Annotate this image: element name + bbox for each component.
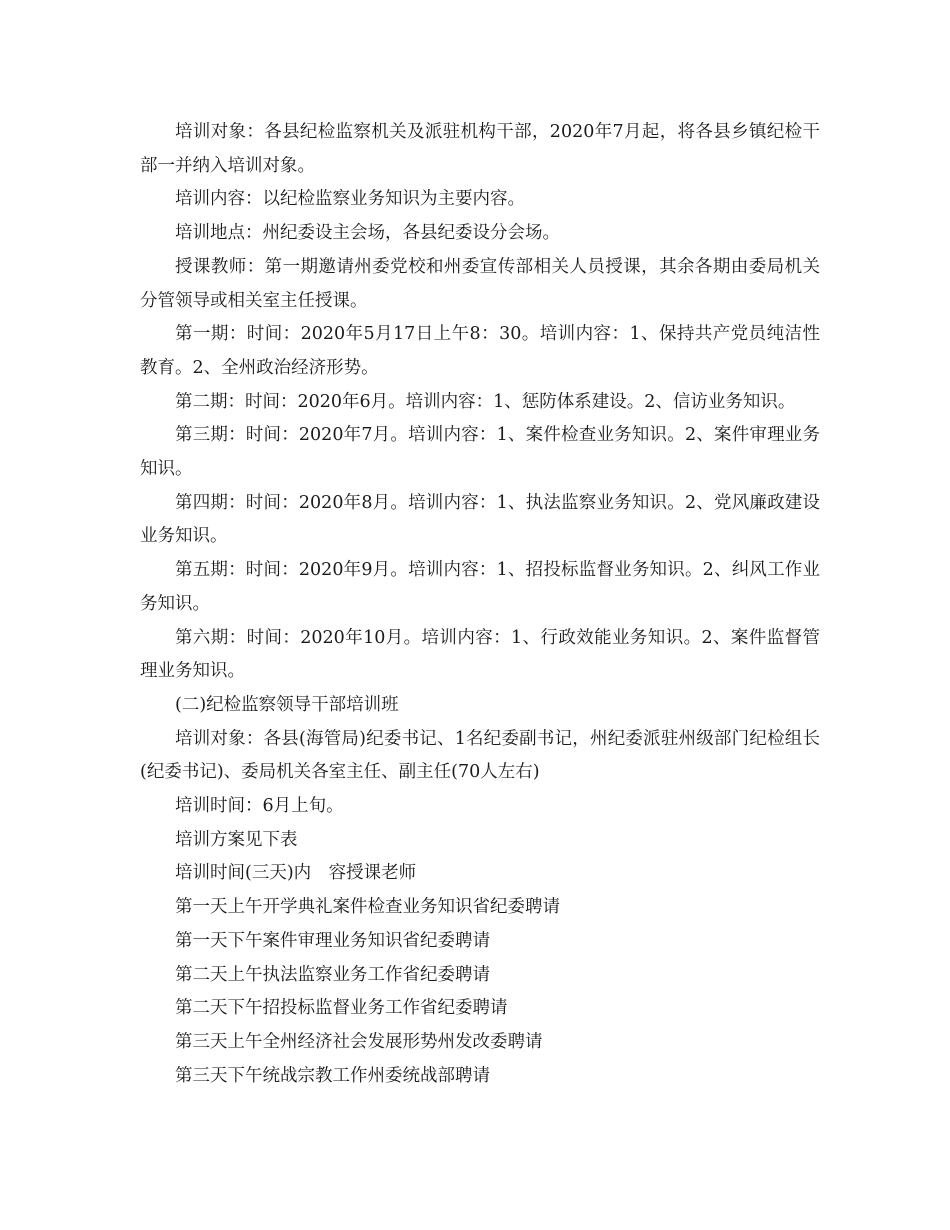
schedule-row: 第一天下午案件审理业务知识省纪委聘请 — [175, 930, 490, 951]
schedule-row: 第三天上午全州经济社会发展形势州发改委聘请 — [175, 1031, 543, 1052]
paragraph-training-content: 培训内容：以纪检监察业务知识为主要内容。 — [175, 189, 525, 210]
paragraph-leader-training-targets: 培训对象：各县(海管局)纪委书记、1名纪委副书记，州纪委派驻州级部门纪检组长(纪委书记)、委局机关各室主任、副主任(70人左右) — [140, 728, 820, 783]
schedule-row: 第三天下午统战宗教工作州委统战部聘请 — [175, 1065, 490, 1086]
paragraph-session-4: 第四期：时间：2020年8月。培训内容：1、执法监察业务知识。2、党风廉政建设业务知识。 — [140, 492, 820, 547]
schedule-row: 第二天下午招投标监督业务工作省纪委聘请 — [175, 998, 508, 1019]
paragraph-session-1: 第一期：时间：2020年5月17日上午8：30。培训内容：1、保持共产党员纯洁性教育。2、全州政治经济形势。 — [140, 324, 820, 378]
paragraph-session-5: 第五期：时间：2020年9月。培训内容：1、招投标监督业务知识。2、纠风工作业务知识。 — [140, 560, 820, 614]
schedule-row: 第二天上午执法监察业务工作省纪委聘请 — [175, 964, 490, 985]
schedule-row: 第一天上午开学典礼案件检查业务知识省纪委聘请 — [175, 897, 560, 918]
schedule-header-row: 培训时间(三天)内 容授课老师 — [175, 863, 417, 884]
paragraph-instructors: 授课教师：第一期邀请州委党校和州委宣传部相关人员授课，其余各期由委局机关分管领导或相关室主任授课。 — [140, 256, 820, 311]
paragraph-session-6: 第六期：时间：2020年10月。培训内容：1、行政效能业务知识。2、案件监督管理业务知识。 — [140, 627, 820, 682]
paragraph-leader-training-time: 培训时间：6月上旬。 — [175, 796, 344, 817]
paragraph-schedule-intro: 培训方案见下表 — [175, 829, 298, 850]
paragraph-session-2: 第二期：时间：2020年6月。培训内容：1、惩防体系建设。2、信访业务知识。 — [175, 391, 796, 412]
section-heading-leader-training: (二)纪检监察领导干部培训班 — [175, 694, 399, 715]
document-body — [140, 116, 820, 1093]
paragraph-training-targets: 培训对象：各县纪检监察机关及派驻机构干部，2020年7月起，将各县乡镇纪检干部一并纳入培训对象。 — [140, 122, 820, 176]
paragraph-training-location: 培训地点：州纪委设主会场，各县纪委设分会场。 — [175, 223, 560, 244]
paragraph-session-3: 第三期：时间：2020年7月。培训内容：1、案件检查业务知识。2、案件审理业务知识。 — [140, 425, 820, 480]
